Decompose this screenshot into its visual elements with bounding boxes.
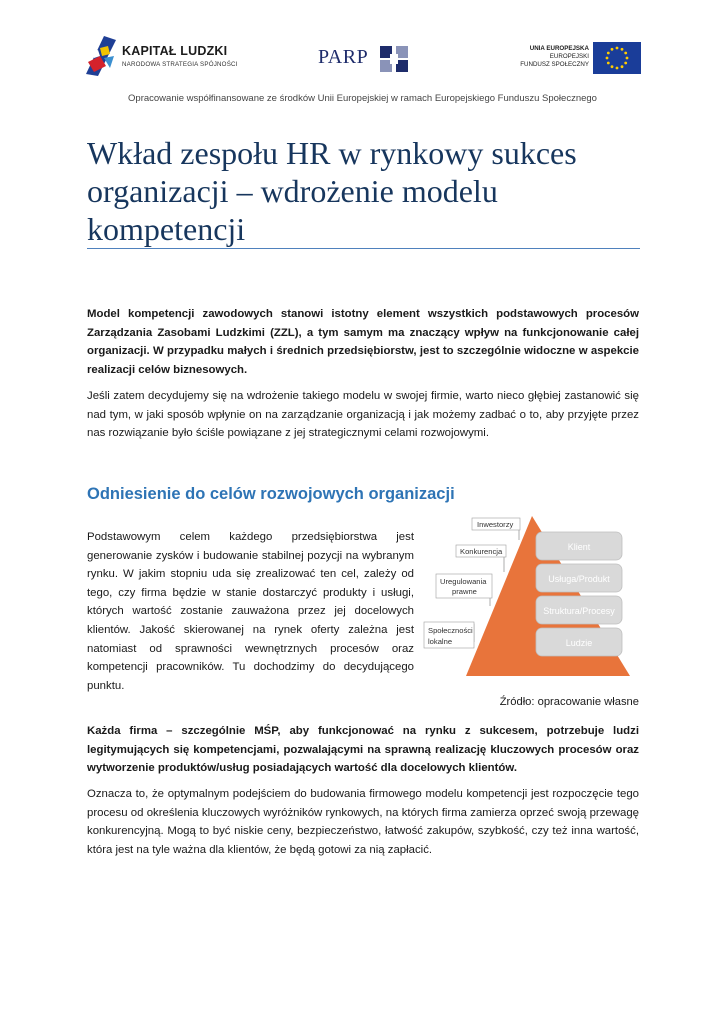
- section-heading: Odniesienie do celów rozwojowych organizacji: [87, 485, 455, 503]
- label-lokalne: lokalne: [428, 637, 453, 646]
- bold-paragraph: Każda firma – szczególnie MŚP, aby funkcjonować na rynku z sukcesem, potrzebuje ludzi legitymujących się kompetencjami, pozwalającymi na sprawną realizację kluczowych procesów oraz wytworzenie produktów/usług posiadających wartość dla docelowych klientów.: [87, 725, 639, 774]
- label-ludzie: Ludzie: [565, 638, 593, 648]
- parp-emblem-icon: [378, 44, 410, 74]
- page-title: Wkład zespołu HR w rynkowy sukces organizacji – wdrożenie modelu kompetencji: [87, 135, 577, 247]
- page-header: [0, 28, 725, 88]
- pyramid-figure: [422, 512, 644, 682]
- kapital-ludzki-logo: [84, 34, 238, 80]
- intro-bold-paragraph: Model kompetencji zawodowych stanowi istotny element wszystkich podstawowych procesów Zarządzania Zasobami Ludzkimi (ZZL), a tym samym ma znaczący wpływ na funkcjonowanie całej organizacji. W przypadku małych i średnich przedsiębiorstw, jest to szczególnie widoczne w aspekcie realizacji celów biznesowych.: [87, 308, 639, 376]
- eu-line-1: UNIA EUROPEJSKA: [529, 45, 589, 52]
- cofunding-note: Opracowanie współfinansowane ze środków Unii Europejskiej w ramach Europejskiego Funduszu Społecznego: [128, 93, 597, 104]
- label-uregulowania: Uregulowania: [440, 577, 487, 586]
- parp-wordmark: PARP: [318, 46, 369, 68]
- label-struktura-procesy: Struktura/Procesy: [543, 606, 615, 616]
- title-divider: [87, 248, 640, 249]
- kapital-ludzki-emblem-icon: [84, 34, 118, 78]
- eu-text: [520, 45, 589, 70]
- pyramid-diagram: [422, 512, 644, 682]
- eu-line-3: FUNDUSZ SPOŁECZNY: [520, 61, 589, 69]
- label-prawne: prawne: [452, 587, 477, 596]
- closing-paragraph: Oznacza to, że optymalnym podejściem do budowania firmowego modelu kompetencji jest rozpoczęcie tego procesu od określenia kluczowych wyróżników rynkowych, na których firma zamierza oprzeć swoją przewagę konkurencyjną. Mogą to być niskie ceny, bezpieczeństwo, łatwość zakupów, szybkość, czy też inna wartość, która jest na tyle ważna dla klientów, że będą gotowi za nią zapłacić.: [87, 788, 639, 856]
- parp-logo: [318, 42, 414, 76]
- eu-logo: [515, 42, 645, 76]
- label-inwestorzy: Inwestorzy: [477, 520, 514, 529]
- intro-paragraph: Jeśli zatem decydujemy się na wdrożenie takiego modelu w swojej firmie, warto nieco głębiej zastanowić się nad tym, w jaki sposób wpłynie on na zarządzanie organizacją i jak możemy zadbać o to, aby przyjęte przez nas rozwiązanie było ściśle powiązane z jej strategicznymi celami rozwojowymi.: [87, 390, 639, 439]
- kapital-ludzki-subtitle: NARODOWA STRATEGIA SPÓJNOŚCI: [122, 61, 238, 68]
- figure-source: Źródło: opracowanie własne: [499, 696, 639, 708]
- label-klient: Klient: [567, 542, 591, 552]
- section-paragraph: Podstawowym celem każdego przedsiębiorstwa jest generowanie zysków i budowanie stabilnej pozycji na wybranym rynku. W jakim stopniu uda się zrealizować ten cel, zależy od tego, czy firma będzie w stanie dostarczyć produkty i usługi, których wartość zostanie zauważona przez jej docelowych klientów. Jakość skierowanej na rynek oferty zależna jest natomiast od sprawności wewnętrznych procesów oraz kompetencji pracowników. Tu dochodzimy do decydującego punktu.: [87, 531, 414, 692]
- kapital-ludzki-title: KAPITAŁ LUDZKI: [122, 44, 228, 58]
- eu-flag-icon: [593, 42, 641, 74]
- eu-line-2: EUROPEJSKI: [549, 53, 589, 61]
- label-spolecznosci: Społeczności: [428, 626, 473, 635]
- label-konkurencja: Konkurencja: [460, 547, 503, 556]
- label-usluga-produkt: Usługa/Produkt: [548, 574, 610, 584]
